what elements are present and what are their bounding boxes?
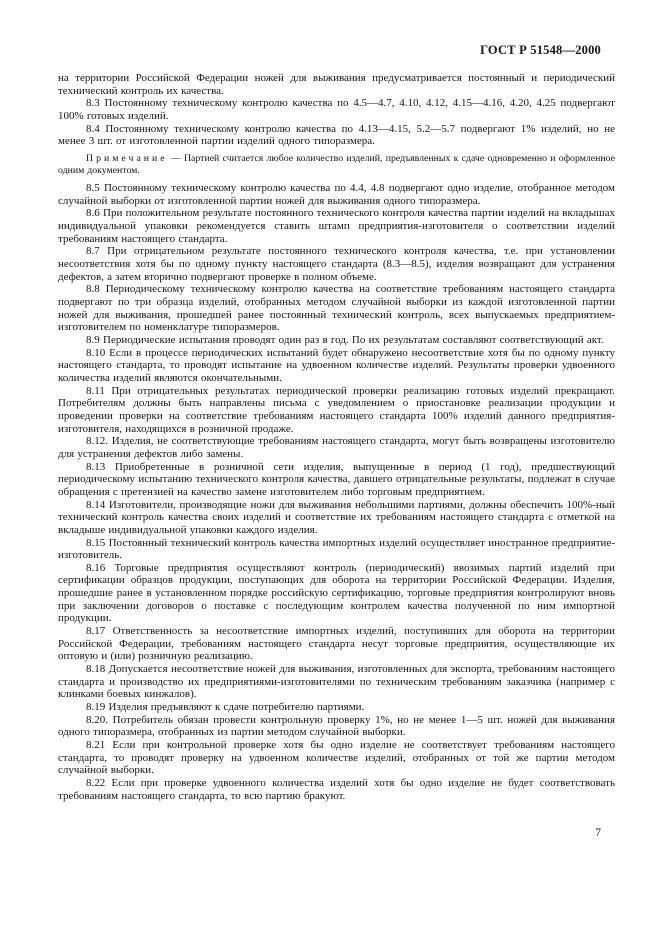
- body-paragraph: 8.15 Постоянный технический контроль качества импортных изделий осуществляет иностранное предприятие-изготовитель.: [58, 536, 615, 562]
- body-paragraph: 8.18 Допускается несоответствие ножей для выживания, изготовленных для экспорта, требованиям настоящего стандарта и производство их предприятиями-изготовителями по техническим требованиям заказчика (например с клинками боевых кинжалов).: [58, 663, 615, 701]
- body-paragraph: 8.10 Если в процессе периодических испытаний будет обнаружено несоответствие хотя бы по одному пункту настоящего стандарта, то проводят испытание на удвоенном количестве изделий. Результаты проверки удвоенного количества изделий являются окончательными.: [58, 346, 615, 384]
- body-paragraph: 8.5 Постоянному техническому контролю качества по 4.4, 4.8 подвергают одно изделие, отобранное методом случайной выборки от изготовленной партии ножей для выживания одного типоразмера.: [58, 182, 615, 207]
- note-paragraph: Примечание — Партией считается любое количество изделий, предъявленных к сдаче одновременно и оформленное одним документом.: [58, 152, 615, 176]
- note-label: Примечание: [86, 152, 168, 164]
- body-paragraph: 8.20. Потребитель обязан провести контрольную проверку 1%, но не менее 1—5 шт. ножей для выживания одного типоразмера, отобранных из партии методом случайной выборки.: [58, 713, 615, 739]
- body-paragraph: 8.13 Приобретенные в розничной сети изделия, выпущенные в период (1 год), предшествующий периодическому испытанию технического контроля качества, давшего отрицательные результаты, подлежат в случае обращения с претензией на качество замене изготовителем либо торговым предприятием.: [58, 460, 615, 498]
- document-body: [58, 72, 615, 802]
- body-paragraph: 8.11 При отрицательных результатах периодической проверки реализацию готовых изделий прекращают. Потребителям должны быть направлены письма с уведомлением о приостановке реализации продукции и проведении проверки на соответствие требованиям настоящего стандарта 100% изделий данного предприятия-изготовителя, находящихся в розничной продаже.: [58, 384, 615, 435]
- body-paragraph: 8.8 Периодическому техническому контролю качества на соответствие требованиям настоящего стандарта подвергают по три образца изделий, отобранных методом случайной выборки из каждой изготовленной партии ножей для выживания, прошедшей ранее постоянный технический контроль, всех выпускаемых предприятием-изготовителем по номенклатуре типоразмеров.: [58, 283, 615, 334]
- page-number: 7: [595, 827, 601, 839]
- body-paragraph: 8.6 При положительном результате постоянного технического контроля качества партии изделий на вкладышах индивидуальной упаковки рекомендуется ставить штамп предприятия-изготовителя о соответствии изделий требованиям настоящего стандарта.: [58, 207, 615, 245]
- body-paragraph: 8.14 Изготовители, производящие ножи для выживания небольшими партиями, должны обеспечить 100%-ный технический контроль качества своих изделий и соответствие их требованиям настоящего стандарта с отметкой на вкладыше индивидуальной упаковки каждого изделия.: [58, 498, 615, 536]
- body-paragraph: 8.16 Торговые предприятия осуществляют контроль (периодический) ввозимых партий изделий при сертификации образцов продукции, поступающих для оборота на территории Российской Федерации. Изделия, прошедшие ранее в установленном порядке российскую сертификацию, торговые предприятия контролируют вновь при заключении договоров о поставке с последующим контролем качества полученной по ним импортной продукции.: [58, 561, 615, 625]
- body-paragraph: 8.7 При отрицательном результате постоянного технического контроля качества, т.е. при установлении несоответствия хотя бы по одному пункту настоящего стандарта (8.3—8.5), изделия возвращают для устранения дефектов, а затем вторично подвергают проверке в полном объеме.: [58, 245, 615, 283]
- body-paragraph: 8.9 Периодические испытания проводят один раз в год. По их результатам составляют соответствующий акт.: [86, 334, 604, 346]
- body-paragraph: 8.22 Если при проверке удвоенного количества изделий хотя бы одно изделие не будет соответствовать требованиям настоящего стандарта, то всю партию бракуют.: [58, 776, 615, 802]
- body-paragraph: на территории Российской Федерации ножей для выживания предусматривается постоянный и периодический технический контроль их качества.: [58, 72, 615, 97]
- body-paragraph: 8.12. Изделия, не соответствующие требованиям настоящего стандарта, могут быть возвращены изготовителю для устранения дефектов либо замены.: [58, 435, 615, 460]
- body-paragraph: 8.17 Ответственность за несоответствие импортных изделий, поступивших для оборота на территории Российской Федерации, требованиям настоящего стандарта несут торговые предприятия, осуществляющие их оптовую и (или) розничную реализацию.: [58, 625, 615, 663]
- body-paragraph: 8.21 Если при контрольной проверке хотя бы одно изделие не соответствует требованиям настоящего стандарта, то проводят проверку на удвоенном количестве изделий, отобранных от той же партии методом случайной выборки.: [58, 739, 615, 777]
- body-paragraph: 8.19 Изделия предъявляют к сдаче потребителю партиями.: [86, 701, 365, 714]
- body-paragraph: 8.4 Постоянному техническому контролю качества по 4.13—4.15, 5.2—5.7 подвергают 1% изделий, но не менее 3 шт. от изготовленной партии изделий одного типоразмера.: [58, 122, 615, 148]
- standard-reference-header: ГОСТ Р 51548—2000: [480, 43, 601, 57]
- body-paragraph: 8.3 Постоянному техническому контролю качества по 4.5—4.7, 4.10, 4.12, 4.15—4.16, 4.20, 4.25 подвергают 100% готовых изделий.: [58, 97, 615, 122]
